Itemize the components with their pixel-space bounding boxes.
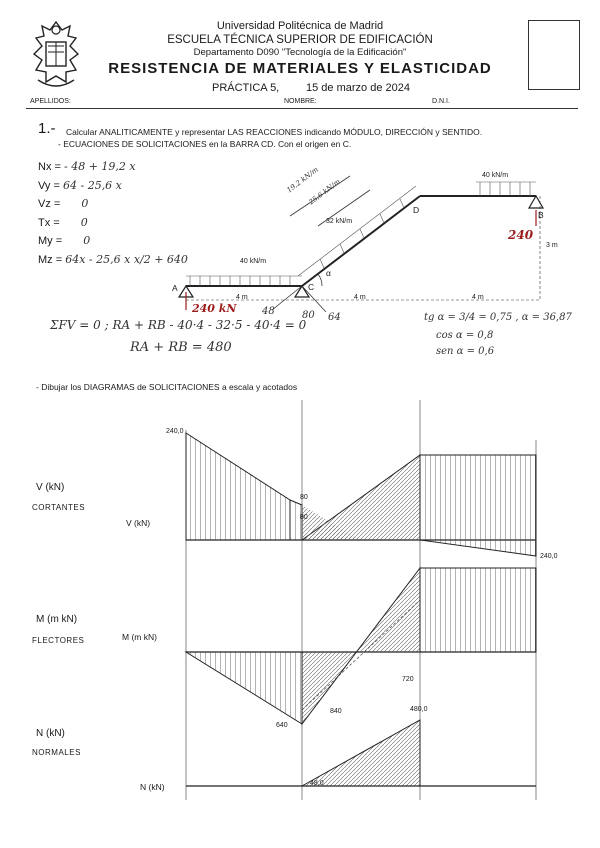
incline-comp-1: 19,2 kN/m [285,165,320,195]
dim-vertical: 3 m [546,242,558,249]
m-val-840: 840 [330,708,342,715]
work-tan: tg α = 3/4 = 0,75 , α = 36,87 [424,312,572,323]
eq-vy-label: Vy = [38,179,60,192]
reaction-B: 240 [508,228,534,242]
v-val-top: 240,0 [166,428,184,435]
m-inner-label: M (m kN) [122,632,157,642]
eq-tx-value: 0 [80,215,88,229]
apellidos-label: APELLIDOS: [30,98,71,105]
n-section-title: N (kN) [36,728,65,739]
v-section-title: V (kN) [36,482,65,493]
m-section-subtitle: FLECTORES [32,636,85,645]
work-eq1: ΣFV = 0 ; RA + RB - 40·4 - 32·5 - 40·4 = 0 [50,318,307,332]
work-sin: sen α = 0,6 [436,346,495,357]
school-name: ESCUELA TÉCNICA SUPERIOR DE EDIFICACIÓN [167,34,433,46]
force-48: 48 [262,306,275,317]
dim-3: 4 m [472,294,484,301]
dim-1: 4 m [236,294,248,301]
node-D: D [413,205,420,215]
v-val-bottom: 240,0 [540,553,558,560]
force-80: 80 [302,310,315,321]
load-right: 40 kN/m [482,172,509,179]
eq-nx-label: Nx = [38,161,61,173]
v-section-subtitle: CORTANTES [32,503,86,512]
eq-vz-value: 0 [81,197,89,210]
node-B: B [538,210,544,220]
n-inner-label: N (kN) [140,782,165,792]
load-incline: 32 kN/m [326,218,353,225]
force-64: 64 [328,312,341,323]
incline-comp-2: 25,6 kN/m [307,177,342,207]
diagrams-title: - Dibujar los DIAGRAMAS de SOLICITACIONES a escala y acotados [36,382,298,392]
exercise-number: 1.- [38,120,56,137]
department-name: Departamento D090 "Tecnología de la Edificación" [193,47,407,58]
angle-alpha: α [326,268,331,278]
course-title: RESISTENCIA DE MATERIALES Y ELASTICIDAD [108,60,492,77]
m-section-title: M (m kN) [36,614,78,625]
node-C: C [308,282,315,292]
eq-tx-label: Tx = [38,216,60,229]
exercise-line2: - ECUACIONES DE SOLICITACIONES en la BARRA CD. Con el origen en C. [58,139,352,149]
work-cos: cos α = 0,8 [436,330,494,341]
work-eq2: RA + RB = 480 [130,340,232,355]
eq-vy-value: 64 - 25,6 x [62,178,122,192]
v-inner-label: V (kN) [126,518,151,528]
exercise-line1: Calcular ANALITICAMENTE y representar LAS REACCIONES indicando MÓDULO, DIRECCIÓN y SENTIDO. [66,127,483,137]
reaction-A: 240 kN [192,302,237,315]
nombre-label: NOMBRE: [284,98,317,105]
practice-date: 15 de marzo de 2024 [306,82,410,94]
dni-label: D.N.I. [432,98,450,105]
node-A: A [172,283,178,293]
dim-2: 4 m [354,294,366,301]
eq-nx-value: - 48 + 19,2 x [64,160,136,173]
university-name: Universidad Politécnica de Madrid [216,20,384,32]
v-val-80b: 80 [300,514,308,521]
n-section-subtitle: NORMALES [32,748,81,757]
m-val-480: 480,0 [410,706,428,713]
m-val-720: 720 [402,676,414,683]
m-val-640: 640 [276,722,288,729]
eq-my-value: 0 [83,234,91,247]
practice-label: PRÁCTICA 5, [212,82,280,94]
eq-my-label: My = [38,235,63,247]
eq-vz-label: Vz = [38,198,61,210]
eq-mz-value: 64x - 25,6 x x/2 + 640 [65,252,188,266]
v-val-80: 80 [300,494,308,501]
eq-mz-label: Mz = [38,253,63,266]
n-val-48: 48,0 [310,780,324,787]
load-left: 40 kN/m [240,258,267,265]
